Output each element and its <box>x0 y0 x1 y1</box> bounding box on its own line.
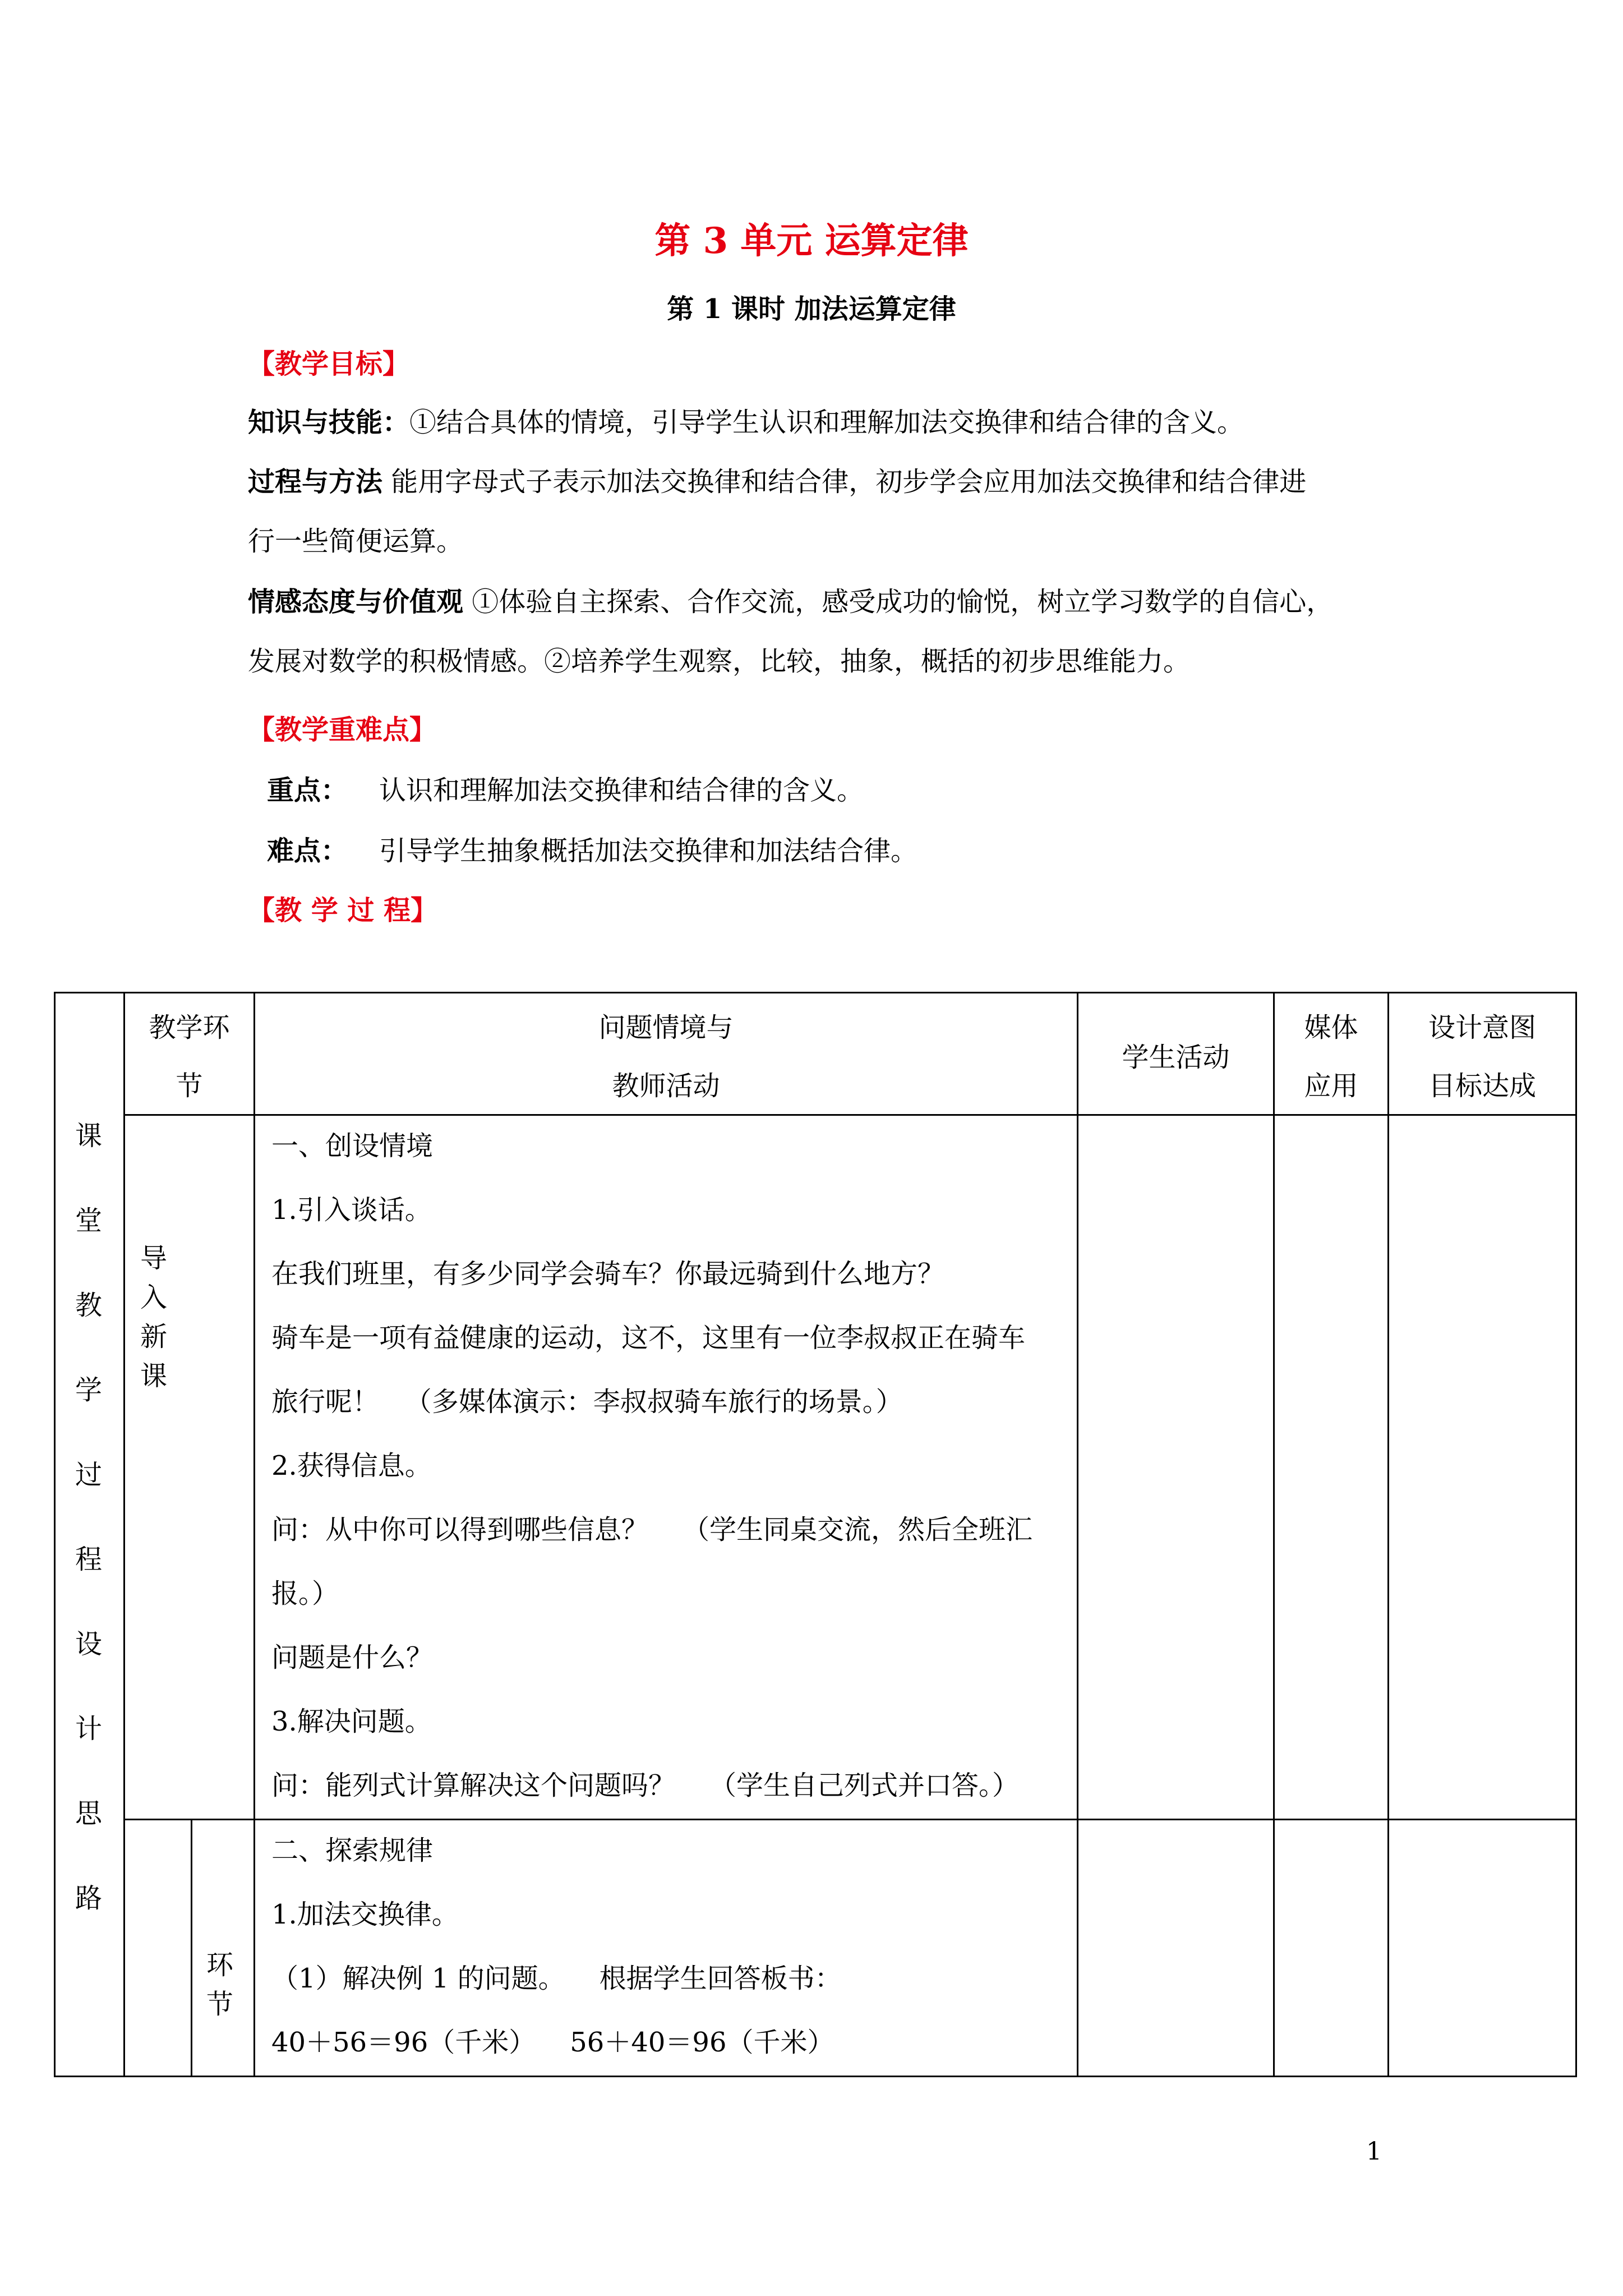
stage-char: 导 <box>140 1243 168 1274</box>
activity-line: 在我们班里，有多少同学会骑车？你最远骑到什么地方？ <box>271 1258 945 1290</box>
header-student: 学生活动 <box>1122 1042 1230 1073</box>
side-label-char: 学 <box>75 1374 102 1406</box>
side-label-char: 课 <box>75 1120 102 1152</box>
header-activity-line1: 问题情境与 <box>598 1012 734 1043</box>
activity-line: 一、创设情境 <box>271 1130 434 1162</box>
page-number: 1 <box>1366 2137 1382 2166</box>
activity-line: （1）解决例 1 的问题。 根据学生回答板书： <box>271 1963 842 1994</box>
activity-line: 问：从中你可以得到哪些信息？ （学生同桌交流，然后全班汇 <box>271 1514 1033 1545</box>
activity-line: 1.加法交换律。 <box>271 1899 459 1930</box>
header-design <box>1389 999 1575 1115</box>
header-design-line1: 设计意图 <box>1428 1012 1536 1043</box>
stage-char: 入 <box>140 1282 168 1313</box>
goal-emotion <box>248 572 1333 632</box>
section-keypoints-heading: 【教学重难点】 <box>248 714 437 746</box>
header-design-line2: 目标达成 <box>1428 1070 1536 1102</box>
stage-char: 课 <box>140 1360 168 1392</box>
activity-line: 旅行呢！ （多媒体演示：李叔叔骑车旅行的场景。） <box>271 1386 903 1418</box>
side-label-char: 计 <box>75 1713 102 1745</box>
focus-text: 认识和理解加法交换律和结合律的含义。 <box>379 775 864 806</box>
header-stage <box>125 999 253 1115</box>
activity-line: 40＋56＝96（千米） 56＋40＝96（千米） <box>271 2027 834 2058</box>
side-label-char: 设 <box>75 1628 102 1660</box>
goal-method-line2: 行一些简便运算。 <box>248 526 464 557</box>
side-label-char: 堂 <box>75 1205 102 1236</box>
table-col-divider-6 <box>1387 992 1389 2077</box>
side-vertical-label <box>54 1116 123 1963</box>
activity-line: 1.引入谈话。 <box>271 1194 432 1226</box>
section-goals-heading: 【教学目标】 <box>248 348 410 380</box>
activity-line: 3.解决问题。 <box>271 1706 432 1737</box>
goal-method-line1: 能用字母式子表示加法交换律和结合律，初步学会应用加法交换律和结合律进 <box>382 466 1307 498</box>
difficulty-label: 难点： <box>267 835 348 867</box>
table-border-top <box>54 992 1577 993</box>
table-border-right <box>1575 992 1577 2077</box>
goal-emotion-label: 情感态度与价值观 <box>248 586 464 618</box>
header-stage-line2: 节 <box>176 1070 203 1102</box>
section-process-heading: 【教 学 过 程】 <box>248 895 438 926</box>
header-media <box>1275 999 1387 1115</box>
goal-emotion-line2: 发展对数学的积极情感。②培养学生观察，比较，抽象，概括的初步思维能力。 <box>248 646 1191 677</box>
goal-knowledge-text: ①结合具体的情境，引导学生认识和理解加法交换律和结合律的含义。 <box>409 407 1244 438</box>
stage-char: 节 <box>206 1989 234 2020</box>
side-label-char: 思 <box>75 1798 102 1829</box>
table-col-divider-3 <box>253 992 255 2077</box>
goal-knowledge-label: 知识与技能： <box>248 407 410 438</box>
table-col-divider-4 <box>1077 992 1078 2077</box>
header-media-line1: 媒体 <box>1304 1012 1358 1043</box>
header-activity-line2: 教师活动 <box>612 1070 720 1102</box>
stage-char: 新 <box>140 1321 168 1352</box>
header-media-line2: 应用 <box>1304 1070 1358 1102</box>
table-col-divider-5 <box>1273 992 1275 2077</box>
table-col-divider-2 <box>191 1819 192 2077</box>
row1-activity <box>271 1116 1068 1820</box>
goal-method-label: 过程与方法 <box>248 466 383 498</box>
side-label-char: 程 <box>75 1544 102 1575</box>
lesson-subtitle: 第 1 课时 加法运算定律 <box>667 293 956 325</box>
side-label-char: 路 <box>75 1883 102 1914</box>
activity-line: 2.获得信息。 <box>271 1450 432 1481</box>
row2-activity <box>271 1821 1068 2077</box>
side-label-char: 过 <box>75 1459 102 1490</box>
page-title: 第 3 单元 运算定律 <box>654 220 969 262</box>
activity-line: 问题是什么？ <box>271 1642 434 1673</box>
activity-line: 报。） <box>271 1578 339 1609</box>
activity-line: 骑车是一项有益健康的运动，这不，这里有一位李叔叔正在骑车 <box>271 1322 1026 1354</box>
row2-stage-label <box>206 1945 233 2024</box>
row1-stage-label <box>140 1239 167 1396</box>
goal-knowledge <box>248 393 1244 452</box>
focus-label: 重点： <box>267 775 348 806</box>
side-label-char: 教 <box>75 1290 102 1321</box>
header-activity <box>255 999 1077 1115</box>
table-col-divider-1 <box>123 992 125 2077</box>
activity-line: 问：能列式计算解决这个问题吗？ （学生自己列式并口答。） <box>271 1770 1020 1801</box>
goal-method <box>248 452 1306 512</box>
goal-emotion-line1: ①体验自主探索、合作交流，感受成功的愉悦，树立学习数学的自信心， <box>463 586 1334 618</box>
difficulty-text: 引导学生抽象概括加法交换律和加法结合律。 <box>379 835 918 867</box>
activity-line: 二、探索规律 <box>271 1835 434 1866</box>
header-stage-line1: 教学环 <box>149 1012 230 1043</box>
stage-char: 环 <box>206 1949 234 1981</box>
